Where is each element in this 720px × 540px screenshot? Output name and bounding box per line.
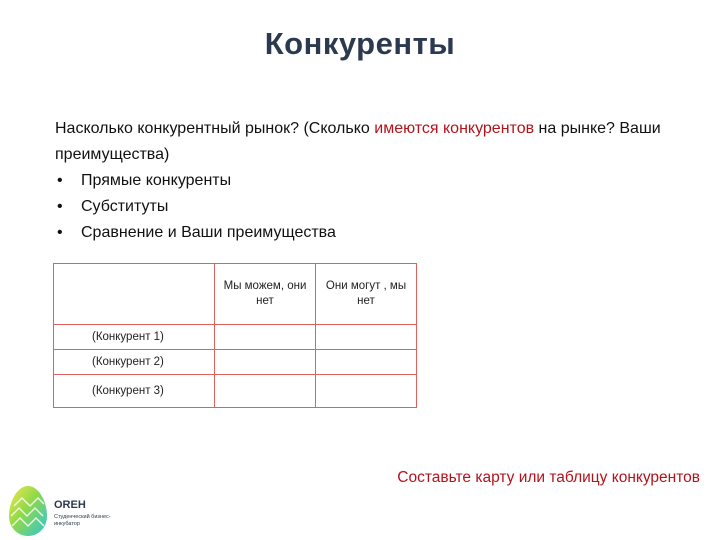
- bullet-icon: •: [57, 224, 63, 241]
- logo: [6, 484, 126, 538]
- table-header-row: [54, 264, 417, 325]
- table-cell: [316, 325, 417, 350]
- table-cell: [215, 350, 316, 375]
- table-cell: [316, 375, 417, 408]
- call-to-action: Составьте карту или таблицу конкурентов: [397, 469, 700, 486]
- table-row: [54, 350, 417, 375]
- competitor-label: (Конкурент 2): [54, 350, 215, 375]
- oreh-egg-icon: [6, 484, 50, 538]
- intro-question: Насколько конкурентный рынок? (Сколько имеются конкурентов на рынке? Ваши преимущества): [55, 120, 661, 163]
- logo-name: OREH: [54, 499, 86, 511]
- table-header-empty: [54, 264, 215, 325]
- intro-block: [55, 116, 715, 246]
- bullet-icon: •: [57, 172, 63, 189]
- table-cell: [215, 375, 316, 408]
- table-cell: [215, 325, 316, 350]
- logo-subtitle: Студенческий бизнес-инкубатор: [54, 514, 111, 527]
- bullet-icon: •: [57, 198, 63, 215]
- competitor-label: (Конкурент 1): [54, 325, 215, 350]
- list-item: • Субституты: [55, 194, 715, 220]
- intro-highlight: имеются конкурентов: [374, 120, 535, 137]
- list-item: • Прямые конкуренты: [55, 168, 715, 194]
- table-cell: [316, 350, 417, 375]
- bullet-list: [55, 168, 715, 246]
- table-row: [54, 325, 417, 350]
- table-header-they-can: Они могут , мы нет: [316, 264, 417, 325]
- table-row: [54, 375, 417, 408]
- competitor-table: [53, 263, 417, 408]
- list-item: • Сравнение и Ваши преимущества: [55, 220, 715, 246]
- competitor-label: (Конкурент 3): [54, 375, 215, 408]
- table-header-we-can: Мы можем, они нет: [215, 264, 316, 325]
- slide-title: Конкуренты: [264, 26, 456, 61]
